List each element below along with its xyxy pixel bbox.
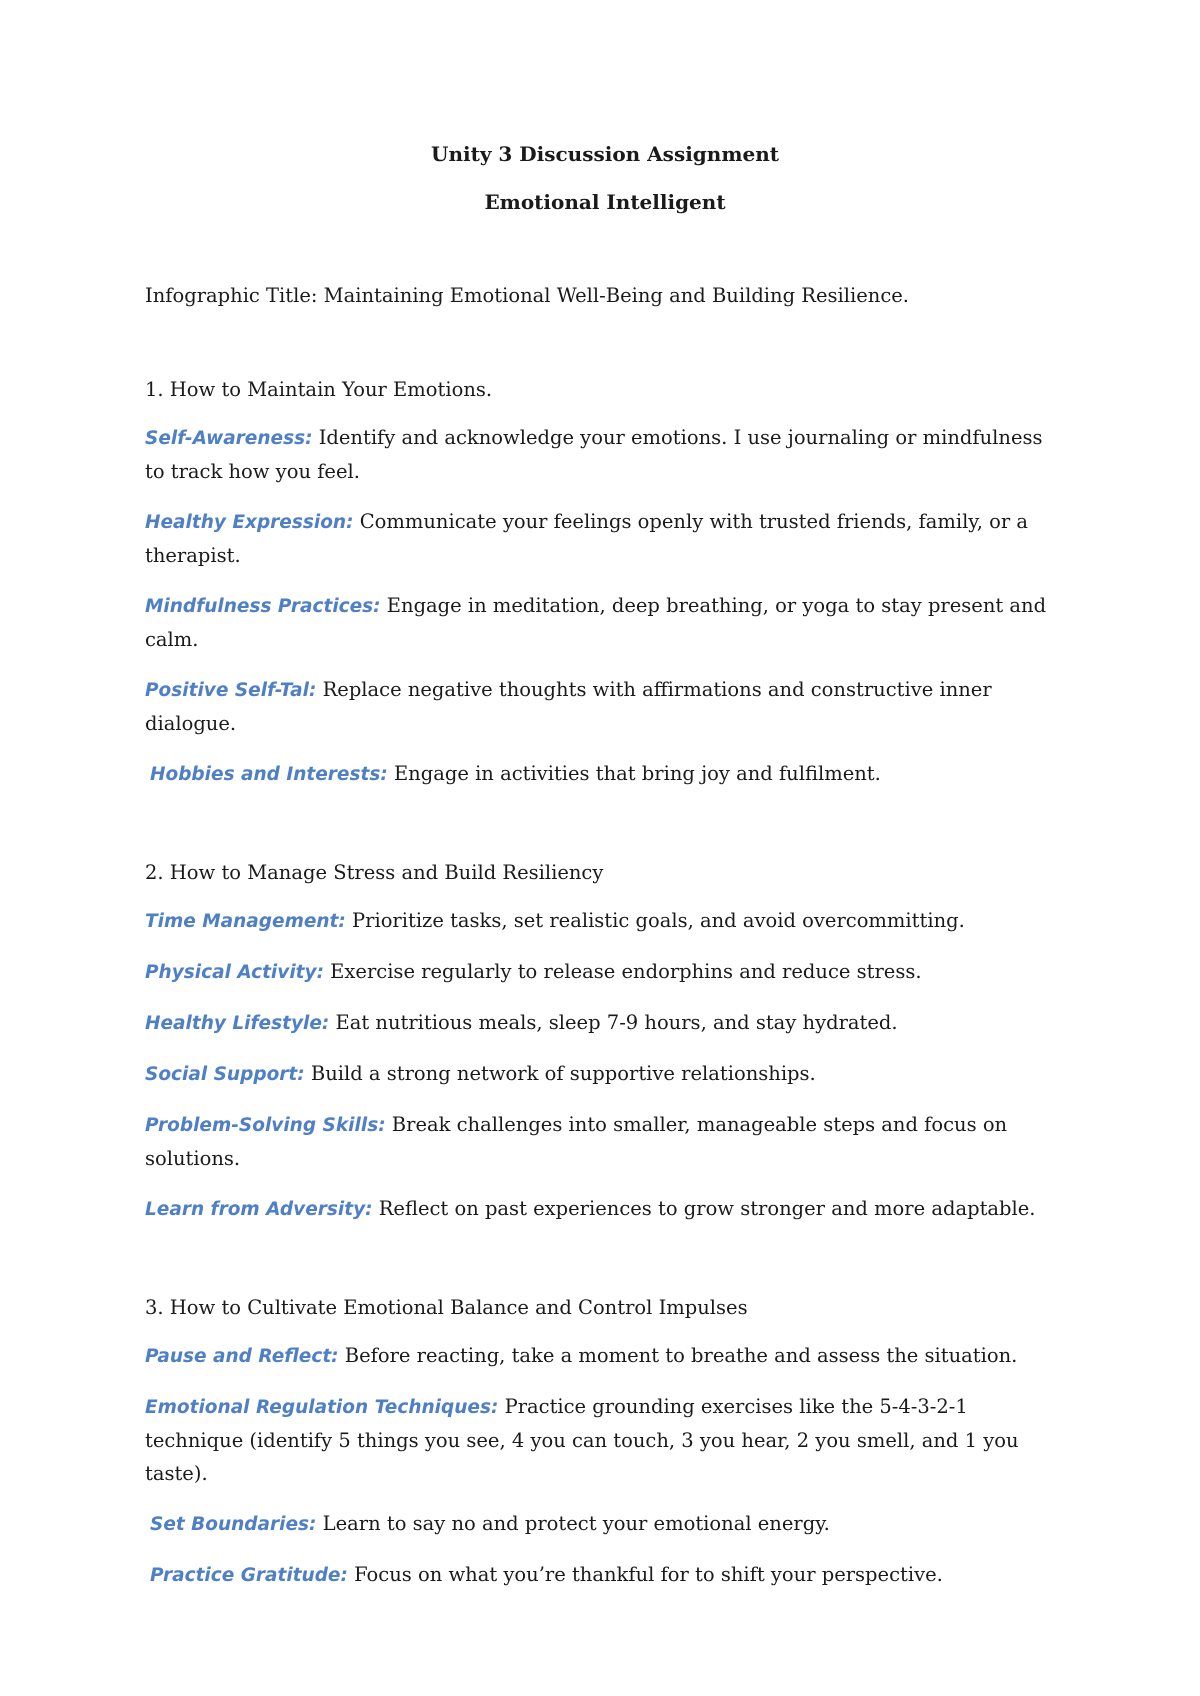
list-item (145, 673, 1065, 740)
item-text: Identify and acknowledge your emotions. I use journaling or mindfulness to track how you feel. (145, 426, 1043, 483)
item-text: Before reacting, take a moment to breathe and assess the situation. (338, 1344, 1018, 1367)
item-text: Focus on what you’re thankful for to shift your perspective. (347, 1563, 943, 1586)
item-text: Replace negative thoughts with affirmations and constructive inner dialogue. (145, 678, 992, 735)
document-page (145, 140, 1065, 1592)
list-item (145, 955, 1065, 989)
item-text: Eat nutritious meals, sleep 7-9 hours, and stay hydrated. (329, 1011, 898, 1034)
item-term: Practice Gratitude: (150, 1565, 348, 1586)
item-text: Prioritize tasks, set realistic goals, and avoid overcommitting. (345, 909, 965, 932)
list-item (145, 505, 1065, 572)
item-text: Break challenges into smaller, manageable steps and focus on solutions. (145, 1113, 1008, 1170)
section-emotional-balance (145, 1294, 1065, 1592)
item-text: Practice grounding exercises like the 5-4-3-2-1 technique (identify 5 things you see, 4 you can touch, 3 you hear, 2 you smell, and 1 you taste). (145, 1395, 1019, 1485)
list-item (145, 1006, 1065, 1040)
item-term: Hobbies and Interests: (150, 764, 388, 785)
item-text: Communicate your feelings openly with trusted friends, family, or a therapist. (145, 510, 1029, 567)
list-item (145, 1558, 1065, 1592)
list-item (145, 589, 1065, 656)
item-term: Healthy Expression: (145, 512, 354, 533)
item-term: Positive Self-Tal: (145, 680, 317, 701)
section-maintain-emotions (145, 376, 1065, 791)
infographic-title: Infographic Title: Maintaining Emotional Well-Being and Building Resilience. (145, 284, 909, 307)
list-item (145, 1057, 1065, 1091)
item-term: Social Support: (145, 1064, 305, 1085)
item-text: Engage in meditation, deep breathing, or yoga to stay present and calm. (145, 594, 1047, 651)
item-text: Engage in activities that bring joy and fulfilment. (387, 762, 881, 785)
item-term: Emotional Regulation Techniques: (145, 1397, 499, 1418)
section-heading: 2. How to Manage Stress and Build Resiliency (145, 861, 604, 884)
section-heading: 1. How to Maintain Your Emotions. (145, 378, 493, 401)
list-item (145, 1507, 1065, 1541)
list-item (145, 1339, 1065, 1373)
list-item (145, 757, 1065, 791)
document-subtitle: Emotional Intelligent (484, 190, 726, 214)
list-item (145, 1108, 1065, 1175)
item-term: Mindfulness Practices: (145, 596, 381, 617)
item-text: Reflect on past experiences to grow stronger and more adaptable. (372, 1197, 1036, 1220)
item-term: Set Boundaries: (150, 1514, 317, 1535)
list-item (145, 904, 1065, 938)
item-text: Build a strong network of supportive relationships. (304, 1062, 816, 1085)
item-term: Time Management: (145, 911, 346, 932)
document-title: Unity 3 Discussion Assignment (431, 142, 779, 166)
item-term: Problem-Solving Skills: (145, 1115, 386, 1136)
section-manage-stress (145, 859, 1065, 1226)
list-item (145, 1390, 1065, 1490)
item-term: Physical Activity: (145, 962, 324, 983)
item-term: Pause and Reflect: (145, 1346, 339, 1367)
item-term: Healthy Lifestyle: (145, 1013, 330, 1034)
item-text: Learn to say no and protect your emotional energy. (316, 1512, 830, 1535)
item-text: Exercise regularly to release endorphins and reduce stress. (323, 960, 922, 983)
item-term: Self-Awareness: (145, 428, 313, 449)
list-item (145, 1192, 1065, 1226)
section-heading: 3. How to Cultivate Emotional Balance and Control Impulses (145, 1296, 748, 1319)
list-item (145, 421, 1065, 488)
item-term: Learn from Adversity: (145, 1199, 373, 1220)
